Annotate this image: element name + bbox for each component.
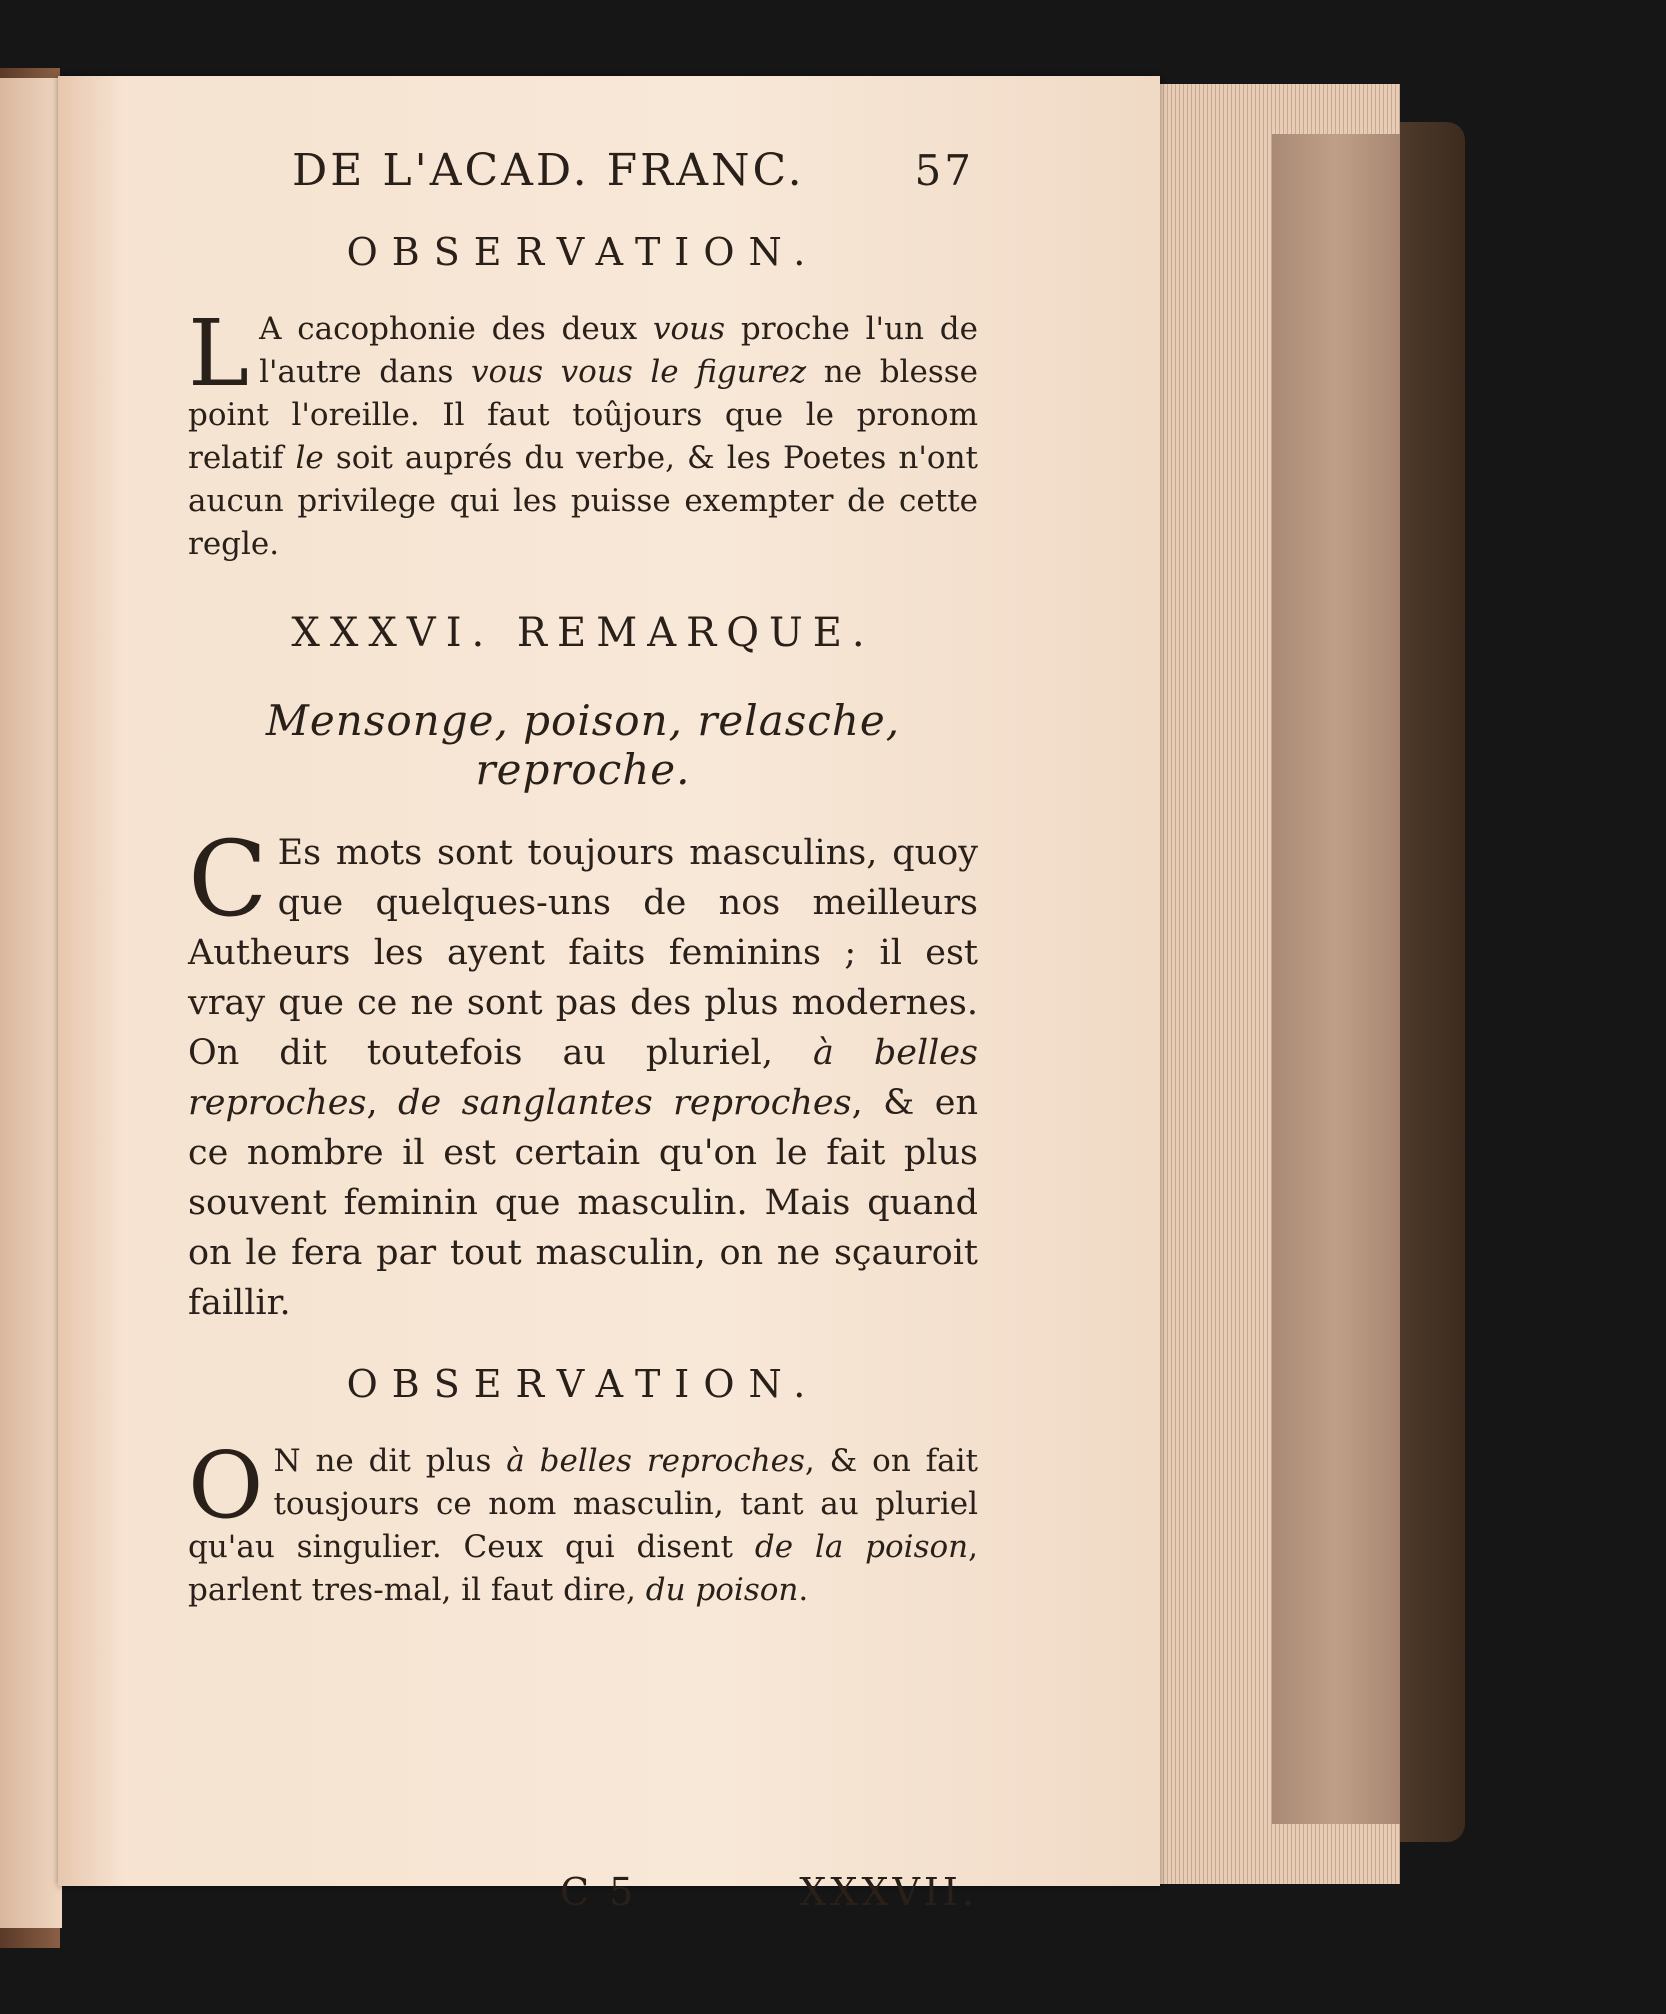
text-run: , & on fait tousjours ce nom masculin, tant au pluriel qu'au singulier. Ceux qui disent [188, 1443, 979, 1565]
drop-cap: O [188, 1432, 264, 1539]
remark-paragraph [188, 818, 978, 1328]
italic-run: à belles reproches [188, 1033, 978, 1123]
text-run: N ne dit plus [273, 1443, 507, 1479]
drop-cap: C [188, 818, 268, 940]
fore-edge [1272, 134, 1400, 1824]
italic-run: vous vous le figurez [471, 354, 807, 390]
facing-page [0, 78, 62, 1928]
observation-paragraph-2 [188, 1432, 979, 1612]
italic-run: le [295, 440, 324, 476]
signature-mark: C 5 [560, 1870, 638, 1914]
italic-run: du poison [645, 1572, 799, 1608]
page-text [188, 145, 978, 1612]
running-head: DE L'ACAD. FRANC. [292, 145, 805, 196]
observation-heading-1: OBSERVATION. [346, 230, 820, 274]
text-run: , & en ce nombre il est certain qu'on le fait plus souvent feminin que masculin. Mais quand on le fera par tout masculin, on ne sçauroit faillir. [188, 1083, 978, 1323]
italic-run: de sanglantes reproches [398, 1083, 852, 1123]
drop-cap: L [188, 300, 250, 407]
observation-paragraph-1 [188, 300, 978, 566]
text-run: A cacophonie des deux [259, 311, 653, 347]
text-run: soit auprés du verbe, & les Poetes n'ont aucun privilege qui les puisse exempter de cette regle. [188, 440, 978, 562]
page-edges [1160, 84, 1400, 1884]
text-run: Es mots sont toujours masculins, quoy que quelques-uns de nos meilleurs Autheurs les ayent faits feminins ; il est vray que ce ne sont pas des plus modernes. On dit toutefois au pluriel, [188, 833, 978, 1073]
italic-run: à belles reproches [506, 1443, 805, 1479]
remark-heading: XXXVI. REMARQUE. [291, 610, 875, 656]
text-run: . [798, 1572, 809, 1608]
remark-subject: Mensonge, poison, relasche, reproche. [265, 696, 901, 794]
running-header [292, 145, 978, 196]
text-run: , [366, 1083, 399, 1123]
catchword: XXXVII. [799, 1870, 978, 1914]
observation-heading-2: OBSERVATION. [346, 1362, 820, 1406]
italic-run: vous [652, 311, 726, 347]
italic-run: de la poison [754, 1529, 969, 1565]
text-run: proche l'un de l'autre dans [259, 311, 978, 390]
page-number: 57 [914, 146, 974, 195]
text-run: ne blesse point l'oreille. Il faut toûjours que le pronom relatif [188, 354, 978, 476]
text-run: , parlent tres-mal, il faut dire, [188, 1529, 978, 1608]
